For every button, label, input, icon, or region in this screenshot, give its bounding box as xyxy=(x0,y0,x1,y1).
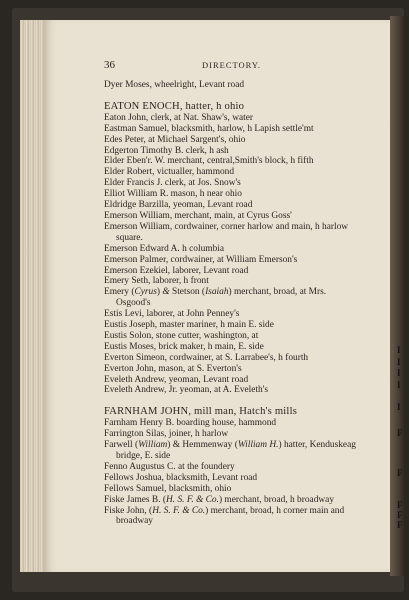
directory-entry: Emerson William, cordwainer, corner harlow and main, h harlow square. xyxy=(104,221,349,243)
entry-text: Stetson ( xyxy=(169,287,206,298)
directory-entry: Estis Levi, laborer, at John Penney's xyxy=(104,309,240,320)
entry-text: ) & Hemmenway ( xyxy=(167,440,238,451)
entry-text: ) merchant, broad, at Mrs. Osgood's xyxy=(116,287,327,309)
directory-entry: Edes Peter, at Michael Sargent's, ohio xyxy=(104,134,246,145)
facing-page-margin-letters xyxy=(396,0,409,600)
directory-entry: Elder Eben'r. W. merchant, central,Smith's block, h fifth xyxy=(104,156,314,167)
margin-letter: F xyxy=(397,520,403,530)
directory-entry: Everton John, mason, at S. Everton's xyxy=(104,363,242,374)
directory-entry: Emery Seth, laborer, h front xyxy=(104,276,209,287)
directory-entry: Eastman Samuel, blacksmith, harlow, h Lapish settle'mt xyxy=(104,123,314,134)
directory-entry: Eveleth Andrew, Jr. yeoman, at A. Eveleth's xyxy=(104,385,269,396)
entry-text: Fiske John, ( xyxy=(104,505,153,516)
directory-entry: Eustis Solon, stone cutter, washington, at xyxy=(104,330,259,341)
directory-entry: Eldridge Barzilla, yeoman, Levant road xyxy=(104,200,253,211)
directory-entry: Eaton John, clerk, at Nat. Shaw's, water xyxy=(104,112,254,123)
running-title: DIRECTORY. xyxy=(202,60,262,70)
italic-text: Isaiah xyxy=(205,287,229,298)
margin-letter: I xyxy=(397,380,401,390)
directory-entry: Emerson William, merchant, main, at Cyrus Goss' xyxy=(104,210,292,221)
italic-text: William xyxy=(138,440,168,451)
margin-letter: I xyxy=(397,402,401,412)
italic-text: H. S. F. & Co. xyxy=(152,505,206,516)
directory-entry: Edgerton Timothy B. clerk, h ash xyxy=(104,145,229,156)
margin-letter: F xyxy=(397,510,403,520)
directory-entry: Eveleth Andrew, yeoman, Levant road xyxy=(104,374,249,385)
margin-letter: F xyxy=(397,500,403,510)
directory-entry: Emerson Palmer, cordwainer, at William Emerson's xyxy=(104,254,298,265)
directory-entry: Farnham Henry B. boarding house, hammond xyxy=(104,418,277,429)
directory-entry: Fenno Augustus C. at the foundery xyxy=(104,461,235,472)
italic-text: & xyxy=(162,287,170,298)
directory-entry: Elliot William R. mason, h near ohio xyxy=(104,189,242,200)
directory-entry xyxy=(104,440,358,462)
directory-entry: Emerson Edward A. h columbia xyxy=(104,243,225,254)
directory-entry: Elder Robert, victualler, hammond xyxy=(104,167,235,178)
italic-text: William H. xyxy=(237,440,279,451)
directory-entry: Fellows Joshua, blacksmith, Levant road xyxy=(104,472,258,483)
entry-text: ) merchant, broad, h broadway xyxy=(218,494,335,505)
margin-letter: I xyxy=(397,368,401,378)
page-number: 36 xyxy=(104,59,115,71)
directory-entry xyxy=(104,506,358,528)
margin-letter: F xyxy=(397,468,403,478)
entry-text: ) xyxy=(156,287,163,298)
section-heading-entry: EATON ENOCH, hatter, h ohio xyxy=(104,100,245,112)
margin-letter: I xyxy=(397,357,401,367)
italic-text: H. S. F. & Co. xyxy=(165,494,219,505)
directory-entries xyxy=(104,80,358,527)
section-heading-entry: FARNHAM JOHN, mill man, Hatch's mills xyxy=(104,406,298,418)
margin-letter: F xyxy=(397,428,403,438)
directory-entry: Farrington Silas, joiner, h harlow xyxy=(104,429,229,440)
directory-entry: Eustis Joseph, master mariner, h main E. side xyxy=(104,320,274,331)
entry-text: ) hatter, Kenduskeag bridge, E. side xyxy=(116,440,356,461)
directory-entry xyxy=(104,495,358,506)
directory-entry: Emerson Ezekiel, laborer, Levant road xyxy=(104,265,249,276)
directory-entry xyxy=(104,287,358,309)
directory-entry: Fellows Samuel, blacksmith, ohio xyxy=(104,483,232,494)
directory-entry: Eustis Moses, brick maker, h main, E. side xyxy=(104,341,264,352)
margin-letter: I xyxy=(397,345,401,355)
entry-text: Emery ( xyxy=(104,287,135,298)
entry-text: ) merchant, broad, h corner main and broadway xyxy=(116,505,345,527)
directory-entry: Elder Francis J. clerk, at Jos. Snow's xyxy=(104,178,241,189)
running-header xyxy=(62,59,362,73)
directory-entry: Dyer Moses, wheelright, Levant road xyxy=(104,80,245,90)
directory-entry: Everton Simeon, cordwainer, at S. Larrabee's, h fourth xyxy=(104,352,309,363)
italic-text: Cyrus xyxy=(134,287,157,298)
entry-text: Farwell ( xyxy=(104,440,139,451)
entry-text: Fiske James B. ( xyxy=(104,494,166,505)
